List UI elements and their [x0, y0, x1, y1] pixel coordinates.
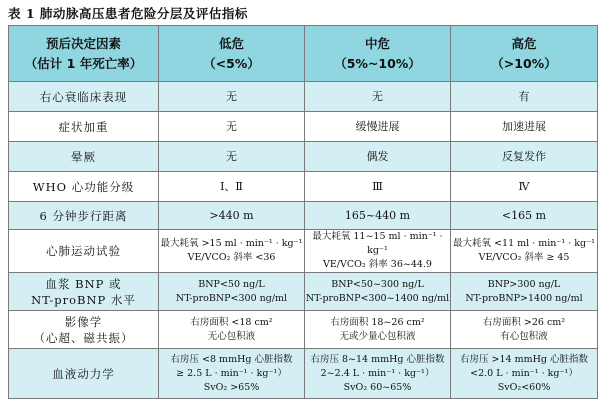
cell-mid-line2: 2~2.4 L · min⁻¹ · kg⁻¹）: [320, 367, 435, 379]
cell-mid: 偶发: [305, 142, 451, 172]
cell-low-line1: 右房面积 <18 cm²: [190, 316, 273, 328]
table-row: [9, 172, 598, 202]
cell-high-line2: NT-proBNP>1400 ng/ml: [465, 292, 583, 304]
table-row: [9, 142, 598, 172]
cell-low-line1: 最大耗氧 >15 ml · min⁻¹ · kg⁻¹: [160, 238, 303, 249]
cell-low: 无: [159, 82, 305, 112]
cell-mid: 165~440 m: [305, 202, 451, 230]
header-low-risk: [159, 26, 305, 82]
cell-high-line2: <2.0 L · min⁻¹ · kg⁻¹）: [470, 367, 578, 379]
cell-high: [451, 230, 598, 273]
cell-mid: [305, 311, 451, 349]
table-row: [9, 202, 598, 230]
row-label: 右心衰临床表现: [9, 82, 159, 112]
cell-mid: Ⅲ: [305, 172, 451, 202]
row-label: 血液动力学: [9, 349, 159, 399]
cell-low-line3: SvO₂ >65%: [203, 381, 260, 393]
header-col0-line2: （估计 1 年死亡率）: [24, 55, 143, 71]
header-high-line2: （>10%）: [491, 55, 557, 71]
cell-low: [159, 273, 305, 311]
cell-mid: 无: [305, 82, 451, 112]
row-label: 心肺运动试验: [9, 230, 159, 273]
cell-low: >440 m: [159, 202, 305, 230]
cell-high-line1: 右房面积 >26 cm²: [482, 316, 566, 328]
row-label-line1: 影像学: [64, 314, 103, 329]
cell-high-line1: 右房压 >14 mmHg 心脏指数: [460, 353, 588, 365]
cell-high: 反复发作: [451, 142, 598, 172]
table-header-row: [9, 26, 598, 82]
cell-mid-line2: NT-proBNP<300~1400 ng/ml: [305, 292, 450, 304]
cell-high-line2: VE/VCO₂ 斜率 ≥ 45: [478, 252, 570, 263]
table-row: [9, 230, 598, 273]
cell-mid-line1: BNP<50~300 ng/L: [331, 278, 424, 290]
risk-stratification-table: [8, 25, 598, 399]
cell-high: [451, 349, 598, 399]
cell-mid-line1: 右房面积 18~26 cm²: [330, 316, 425, 328]
table-row: [9, 273, 598, 311]
cell-low: 无: [159, 142, 305, 172]
cell-low: Ⅰ、Ⅱ: [159, 172, 305, 202]
row-label: [9, 273, 159, 311]
cell-low-line2: ≥ 2.5 L · min⁻¹ · kg⁻¹）: [176, 367, 287, 379]
cell-low-line2: VE/VCO₂ 斜率 <36: [187, 252, 276, 263]
cell-mid-line2: 无或少量心包积液: [339, 330, 416, 342]
cell-low: 无: [159, 112, 305, 142]
cell-mid: [305, 230, 451, 273]
cell-mid-line3: SvO₂ 60~65%: [343, 381, 412, 393]
cell-high: <165 m: [451, 202, 598, 230]
header-mid-risk: [305, 26, 451, 82]
row-label-line1: 血浆 BNP 或: [45, 276, 122, 291]
header-col0-line1: 预后决定因素: [45, 35, 121, 51]
cell-low: [159, 349, 305, 399]
cell-high: 加速进展: [451, 112, 598, 142]
cell-low-line1: 右房压 <8 mmHg 心脏指数: [170, 353, 293, 365]
cell-low-line2: NT-proBNP<300 ng/ml: [175, 292, 288, 304]
cell-high-line3: SvO₂<60%: [497, 381, 551, 393]
cell-low: [159, 311, 305, 349]
cell-high-line1: BNP>300 ng/L: [487, 278, 561, 290]
row-label: 6 分钟步行距离: [9, 202, 159, 230]
cell-mid: [305, 273, 451, 311]
table-row: [9, 349, 598, 399]
cell-mid: 缓慢进展: [305, 112, 451, 142]
row-label-line2: （心超、磁共振）: [33, 330, 134, 345]
cell-mid: [305, 349, 451, 399]
header-prognostic-factors: [9, 26, 159, 82]
header-high-risk: [451, 26, 598, 82]
row-label-line2: NT-proBNP 水平: [31, 292, 136, 307]
row-label: WHO 心功能分级: [9, 172, 159, 202]
cell-high-line1: 最大耗氧 <11 ml · min⁻¹ · kg⁻¹: [453, 238, 595, 249]
table-row: [9, 311, 598, 349]
row-label: 症状加重: [9, 112, 159, 142]
cell-mid-line1: 右房压 8~14 mmHg 心脏指数: [310, 353, 445, 365]
table-row: [9, 82, 598, 112]
row-label: 晕厥: [9, 142, 159, 172]
cell-mid-line2: VE/VCO₂ 斜率 36~44.9: [323, 259, 432, 270]
cell-high: Ⅳ: [451, 172, 598, 202]
cell-low-line1: BNP<50 ng/L: [198, 278, 265, 290]
header-mid-line2: （5%~10%）: [334, 55, 421, 71]
header-high-line1: 高危: [511, 35, 537, 51]
cell-high: [451, 273, 598, 311]
cell-low-line2: 无心包积液: [207, 330, 256, 342]
table-caption: 表 1 肺动脉高压患者危险分层及评估指标: [8, 6, 248, 21]
cell-mid-line1: 最大耗氧 11~15 ml · min⁻¹ · kg⁻¹: [312, 231, 443, 256]
cell-high: [451, 311, 598, 349]
cell-high-line2: 有心包积液: [500, 330, 548, 342]
header-low-line1: 低危: [218, 35, 244, 51]
header-low-line2: （<5%）: [203, 55, 260, 71]
row-label: [9, 311, 159, 349]
cell-high: 有: [451, 82, 598, 112]
table-row: [9, 112, 598, 142]
cell-low: [159, 230, 305, 273]
header-mid-line1: 中危: [364, 35, 390, 51]
